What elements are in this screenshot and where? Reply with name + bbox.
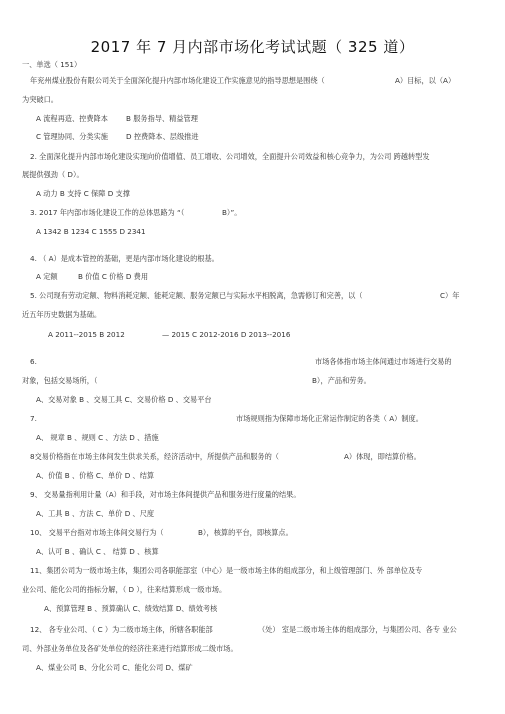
question-12-text-cont: （处） 室是二级市场主体的组成部分，与集团公司、各专 业公 (258, 625, 457, 634)
question-6-options: A、交易对象 B 、交易工具 C、交易价格 D 、交易平台 (36, 395, 212, 404)
question-11-text-wrap: 业公司、能化公司的指标分解，（ D ），往来结算形成一级市场。 (22, 585, 227, 594)
question-2-text: 2. 全面深化提升内部市场化建设实现向价值增值、员工增收、公司增效，全面提升公司效益和核心竞争力，为公司 跨越转型发 (30, 152, 430, 161)
question-9-text: 9、 交易量指利用计量（A）和手段，对市场主体间提供产品和服务进行度量的结果。 (30, 490, 301, 499)
question-7-number: 7. (30, 414, 37, 423)
question-8-text: 8交易价格指在市场主体间发生供求关系，经济活动中，所提供产品和服务的（ (30, 452, 279, 461)
question-10-options: A、认可 B 、确认 C 、 结算 D 、核算 (36, 547, 159, 556)
question-3-options: A 1342 B 1234 C 1555 D 2341 (36, 227, 146, 236)
question-10-text: 10、 交易平台指对市场主体间交易行为（ (30, 528, 164, 537)
question-3-text: 3. 2017 年内部市场化建设工作的总体思路为 “（ (30, 208, 185, 217)
page-title: 2017 年 7 月内部市场化考试试题（ 325 道） (90, 38, 415, 56)
section-heading: 一、单选（ 151） (22, 60, 82, 69)
question-1-text-wrap: 为突破口。 (22, 95, 58, 104)
question-4-text: 4. （ A）是成本管控的基础，更是内部市场化建设的根基。 (30, 254, 219, 263)
question-12-text-wrap: 司、外部业务单位及各矿处单位的经济往来进行结算形成二级市场。 (22, 644, 238, 653)
question-1-option-a: A 流程再造、控费降本 (36, 114, 108, 123)
question-3-text-cont: B）”。 (222, 208, 242, 217)
question-5-text: 5. 公司现有劳动定额、物料消耗定额、能耗定额、服务定额已与实际水平相脱离，急需修订和完善，以（ (30, 291, 363, 300)
question-1-text-cont: A）目标，以（A） (395, 76, 456, 85)
question-7-text: 市场规则指为保障市场化正常运作制定的各类（ A）制度。 (236, 414, 423, 423)
question-11-options: A、预算管理 B 、预算确认 C、绩效结算 D、绩效考核 (44, 604, 218, 613)
question-1-option-b: B 服务指导、精益管理 (126, 114, 198, 123)
question-6-number: 6. (30, 357, 37, 366)
question-7-options: A、 规章 B 、规则 C 、方法 D 、措施 (36, 433, 159, 442)
question-1-text: 年兖州煤业股份有限公司关于全面深化提升内部市场化建设工作实施意见的指导思想是围绕（ (30, 76, 325, 85)
question-8-text-cont: A）体现，即结算价格。 (344, 452, 421, 461)
question-5-options: A 2011--2015 B 2012 (48, 330, 125, 339)
question-5-text-cont: C）年 (440, 291, 460, 300)
question-2-text-wrap: 展提供强劲（ D）。 (22, 170, 84, 179)
question-1-option-d: D 控费降本、层级推进 (126, 132, 199, 141)
question-5-text-wrap: 近五年历史数据为基础。 (22, 310, 102, 319)
question-1-option-c: C 管理协同、分类实施 (36, 132, 108, 141)
question-2-options: A 动力 B 支持 C 保障 D 支撑 (36, 189, 130, 198)
question-5-options-cont: — 2015 C 2012-2016 D 2013--2016 (162, 330, 291, 339)
question-6-text: 市场各体指市场主体间通过市场进行交易的 (315, 357, 452, 366)
question-10-text-cont: B），核算的平台，即核算点。 (198, 528, 293, 537)
question-12-text: 12、 各专业公司、（ C ）为二级市场主体，所辖各职能部 (30, 625, 213, 634)
question-8-options: A、价值 B 、价格 C、单价 D 、结算 (36, 471, 155, 480)
question-4-options: B 价值 C 价格 D 费用 (78, 272, 149, 281)
question-6-text-wrap: 对象，包括交易场所，（ (22, 376, 98, 385)
question-11-text: 11、集团公司为一级市场主体，集团公司各职能部室（中心）是一级市场主体的组成部分，和上级管理部门、外 部单位及专 (30, 566, 423, 575)
question-12-options: A、煤业公司 B、分化公司 C、能化公司 D、煤矿 (36, 663, 193, 672)
question-9-options: A、工具 B 、方法 C、单价 D 、尺度 (36, 509, 155, 518)
question-6-text-cont: B），产品和劳务。 (312, 376, 371, 385)
question-4-option-a: A 定额 (36, 272, 58, 281)
